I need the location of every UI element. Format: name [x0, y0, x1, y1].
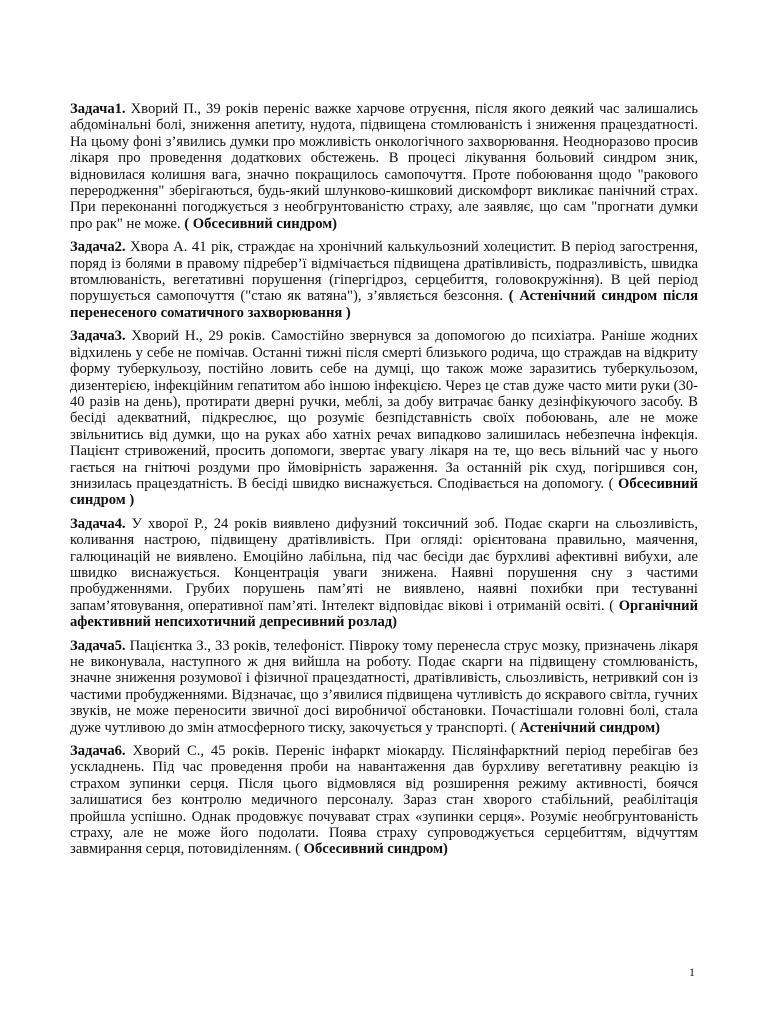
task-3 [70, 328, 698, 508]
task-answer: Астенічний синдром) [519, 719, 660, 736]
task-answer: Обсесивний синдром ) [70, 475, 698, 509]
task-answer: Обсесивний синдром) [303, 841, 448, 858]
task-text: Хворий П., 39 років переніс важке харчове отруєння, після якого деякий час залишались абдомінальні болі, зниження апетиту, нудота, підвищена стомлюваність і зниження працездатності. На цьому фоні з’явились думки про можливість онкологічного захворювання. Неодноразово просив лікаря про проведення додаткових обстежень. В процесі лікування больовий синдром зник, відновилася колишня вага, значно покращилось самопочуття. Проте побоювання щодо "ракового переродження" зберігаються, будь-який шлунково-кишковий дискомфорт викликає панічний страх. При переконанні погоджується з необгрунтованістю страху, але заявляє, що сам "прогнати думки про рак" не може. [70, 101, 698, 232]
task-answer: Органічний афективний непсихотичний депресивний розлад) [70, 597, 698, 631]
task-label: Задача4. [70, 515, 126, 532]
task-label: Задача5. [70, 637, 126, 654]
document-page [70, 101, 698, 865]
task-label: Задача2. [70, 239, 126, 256]
task-6 [70, 743, 698, 858]
task-answer: ( Астенічний синдром після перенесеного соматичного захворювання ) [70, 288, 698, 321]
task-label: Задача6. [70, 743, 126, 760]
task-label: Задача3. [70, 328, 126, 345]
task-4 [70, 516, 698, 631]
task-text: Хворий Н., 29 років. Самостійно звернувся за допомогою до психіатра. Раніше жодних відхилень у себе не помічав. Останні тижні після смерті близького родича, що страждав на відкриту форму туберкульозу, постійно ловить себе на думці, що також може заразитись туберкульозом, дизентерією, інфекційним гепатитом або іншою інфекцією. Через це став дуже часто мити руки (30-40 разів на день), протирати дверні ручки, меблі, за добу витрачає банку дезінфікуючого засобу. В бесіді адекватний, підкреслює, що розуміє безпідставність своїх побоювань, але не може звільнитись від думки, що на руках або хатніх речах випадково залишилась небезпечна інфекція. Пацієнт стривожений, просить допомоги, звертає увагу лікаря на те, що весь вільний час у нього гається на гнітючі роздуми про ймовірність зараження. За останній рік схуд, погіршився сон, знизилась працездатність. В бесіді швидко виснажується. Сподівається на допомогу. ( [70, 328, 698, 492]
task-label: Задача1. [70, 101, 126, 117]
task-text: Хворий С., 45 років. Переніс інфаркт міокарду. Післяінфарктний період перебігав без ускладнень. Під час проведення проби на навантаження дав бурхливу вегетативну реакцію із страхом зупинки серця. Після цього відмовляся від розширення режиму активності, боячся залишатися без контролю медичного персоналу. Зараз стан хворого стабільний, реабілітація пройшла успішно. Однак продовжує почувават страх «зупинки серця». Розуміє необгрунтованість страху, але не може його подолати. Поява страху супроводжується серцебиттям, відчуттям завмирання серця, потовиділенням. ( [70, 743, 698, 858]
task-text: Хвора А. 41 рік, страждає на хронічний калькульозний холецистит. В період загострення, поряд із болями в правому підребер’ї відмічається підвищена дратівливість, подразливість, швидка втомлюваність, вегетативні порушення (гіпергідроз, серцебиття, головокружіння). В цей період порушується самопочуття ("стаю як ватяна"), з’являється безсоння. [70, 239, 698, 305]
task-text: Пацієнтка З., 33 років, телефоніст. Півроку тому перенесла струс мозку, призначень лікаря не виконувала, наступного ж дня вийшла на роботу. Подає скарги на підвищену стомлюваність, значне зниження розумової і фізичної працездатності, дратівливість, сльозливість, нетривкий сон із частими пробудженнями. Відзначає, що з’явилися підвищена чутливість до яскравого світла, гучних звуків, не може переносити звичної досі виробничої обстановки. Почастішали головні болі, стала дуже чутливою до змін атмосферного тиску, закочується у транспорті. ( [70, 637, 698, 736]
page-number: 1 [689, 965, 695, 979]
task-text: У хворої Р., 24 років виявлено дифузний токсичний зоб. Подає скарги на сльозливість, коливання настрою, підвищену дратівливість. При огляді: орієнтована правильно, маячення, галюцинацій не виявлено. Емоційно лабільна, під час бесіди дає бурхливі афективні вибухи, але швидко виснажується. Концентрація уваги знижена. Наявні порушення сну з частими пробудженнями. Грубих порушень пам’яті не виявлено, наявні похибки при тестуванні запам’ятовування, оперативної пам’яті. Інтелект відповідає вікові і отриманій освіті. ( [70, 515, 698, 614]
task-5 [70, 638, 698, 736]
task-2 [70, 239, 698, 321]
task-answer: ( Обсесивний синдром) [184, 215, 338, 232]
task-1 [70, 101, 698, 232]
